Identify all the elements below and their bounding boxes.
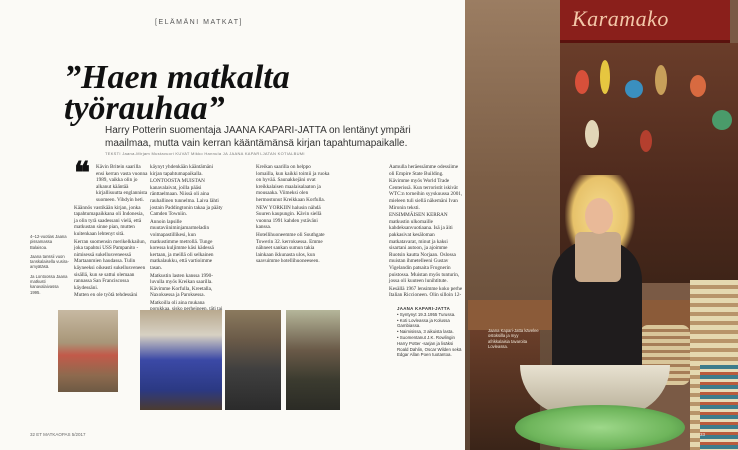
album-photo-swimsuit: [58, 310, 118, 392]
body-column-3: [256, 164, 330, 266]
section-tag: [ELÄMÄNI MATKAT]: [155, 19, 243, 26]
hanging-item: [640, 130, 652, 152]
photo-captions: [30, 234, 70, 299]
folio-left: 32 ET MATKAOPAS 5/2017: [30, 432, 86, 437]
col4-para: Kesällä 1967 lensimme koko perhe Italian Riccioneen. Olin silloin 12-: [389, 285, 463, 299]
photo-woman-scarf: [575, 232, 621, 282]
article-credits: TEKSTI Jaana-Mirjam Mustavuori KUVAT Mikko Hannula JA JAANA KAPARI-JATAN KOTIALBUMI: [105, 151, 305, 156]
lead-paragraph: Harry Potterin suomentaja JAANA KAPARI-JATTA on lentänyt ympäri maailmaa, mutta vain kerran kääntämänsä kirjan tapahtumapaikalle.: [105, 125, 411, 149]
photo-basket: [700, 365, 738, 450]
hanging-item: [712, 110, 732, 130]
col2-para: Matkoilla oli aina mukana: [150, 299, 205, 306]
fact-box-heading: JAANA KAPARI-JATTA: [397, 306, 451, 311]
hanging-item: [655, 65, 667, 95]
col3-para: Hotellihuoneemme oli Southgate Towerin 32. kerroksessa. Emme nähneet sankan sumun takia lainkaan ikkunasta ulos, kun saavuimme hotellihuoneeseen.: [256, 231, 325, 265]
col2-para: LONTOOSTA MUISTAN kanavalaivat, joilla pääsi ränttaelmaan. Niissä oli aina rauhallinen tunnelma. Laiva lähti jostain Paddingtonin takaa ja pääty Camden Towniin.: [150, 178, 223, 218]
col2-para: Matkustin lasten kanssa 1990-luvulla myös Kreikan saarilla. Kävimme Korfulla, Kreetalla, Naxoksessa ja Paroksessa.: [150, 272, 213, 299]
hanging-item: [690, 75, 706, 97]
album-photo-canal-boat-2: [286, 310, 340, 410]
col1-para: Kerran suomensin merikelkkailun, joka tapahtui USS Pampanito -nimisessä sukellusveneessä Martaanmien haudassa. Tulin käyneeksi oikeasti sukellusveneen sisällä, kun se sattui olemaan rannassa San Franciscossa käydessäni.: [74, 238, 146, 291]
caption: Ja Lontoossa Jaana matkusti kanavalaivassa 1995.: [30, 273, 68, 295]
caption: Jaana tanssii vuon tanskalaisella vusira-amyätäsä.: [30, 253, 69, 270]
col2-para: käynyt yhdenkään kääntämäni kirjan tapahtumapaikalla.: [150, 164, 214, 177]
col3-para: NEW YORKIIN halusin nähdä Suuren kaupungin. Kävin siellä vuonna 1991 kahden ystäväni kanssa.: [256, 204, 322, 231]
article-title: [64, 59, 424, 127]
hanging-item: [585, 120, 599, 148]
col4-para: Kävimme myös World Trade Centerissä. Kun terroristit iskivät WTC:n torneihin syyskuussa 2001, mieleen tuli siellä näkemäni Ivan Mironin teksti.: [389, 178, 463, 211]
photo-woman-face: [585, 198, 613, 234]
col1-para: Käännös vastikään kirjan, jonka tapahtumapaikkana oli Indonesia, ja olin tyrä saadessani vielä, että matkustan sinne pian, mutten kuitenkaan lehtenyt sitä.: [74, 204, 144, 237]
body-column-4: [389, 164, 463, 300]
album-photo-canal-boat: [225, 310, 281, 410]
col2-para: Annoin lapsille muutaviiniminjamarmeladin voimapastillikesi, kun matkustimme metrollä. Tunge koressa kuljimme käsi kädessä kertaan, ja meillä oli selkainen matkalaukku, että vartioimme tasan.: [150, 218, 214, 271]
body-column-1: [74, 164, 148, 300]
hanging-item: [600, 60, 610, 94]
col3-para: Kreikan saarilla on helppo lomailla, kun kaikki toimii ja ruoka on hyvää. Saunakkejäni ovat kreikkalaisen maalaisalaaton ja mousaaka. Viimeksi olen hermostunut Kreikkaan Korfulla.: [256, 164, 330, 203]
fact-item: • Syntynyt 19.3.1955 Turussa.: [397, 311, 456, 317]
fact-item: • Suomentanut J.K. Rowlingin Harry Potter -sarjan ja lisäksi Roald Dahlin, Oscar Wilden sekä Edgar Allan Poen tuotantoa.: [397, 334, 462, 358]
body-column-2: [150, 164, 224, 321]
hanging-item: [575, 70, 589, 94]
col1-para: Kävin Britein saarilla ensi kerran vasta vuonna 1989, vaikka olin jo alkanut kääntää kirjallisuutta englannista suomeen. Vihdyin heti.: [96, 164, 148, 203]
album-photo-blue-dress: [140, 310, 222, 410]
main-photo-caption: Jaana Kapari-Jatta kävelee ostoksilla ja myy afrikkalaisia tavaroita Lovleassa.: [488, 328, 539, 349]
title-line-1: ”Haen matkalta: [64, 59, 290, 96]
fact-item: • Koti Lovleassa ja Kolussa Gambiassa.: [397, 317, 450, 329]
col4-para: ENSIMMÄISEN KERRAN matkustin ulkomaille kahdeksanvuotiaana. Isä ja äiti pakkasivat kesäloman matkatavarat, minut ja kaksi sisartani autoon, ja ajoimme Ruotsin kautta Norjaan. Oslossa muistan ihmetelleeni Gustav Vigelandin patsaita Frognerin puistossa. Muistan myös tunturin, jossa oli kuuteen lunihtitute.: [389, 212, 460, 285]
folio-right: 33: [700, 432, 706, 437]
caption: 4–12-vuotias Jaana pissamassa Balaisoa.: [30, 234, 67, 250]
col4-para: Aamulla heräessämme odessiime oli Empire State Building.: [389, 164, 459, 177]
title-line-2: työrauhaa”: [64, 90, 225, 127]
photo-green-bowl: [515, 405, 685, 450]
col1-para: Mutten en ole työtä tehdessäni: [74, 292, 138, 299]
hanging-item: [625, 80, 643, 98]
fact-item: • Naimisissa, 3 aikuista lasta.: [397, 329, 454, 335]
shop-sign-text: Karamako: [572, 6, 669, 31]
quote-mark-icon: ❝: [74, 157, 91, 190]
fact-box: [397, 306, 465, 358]
